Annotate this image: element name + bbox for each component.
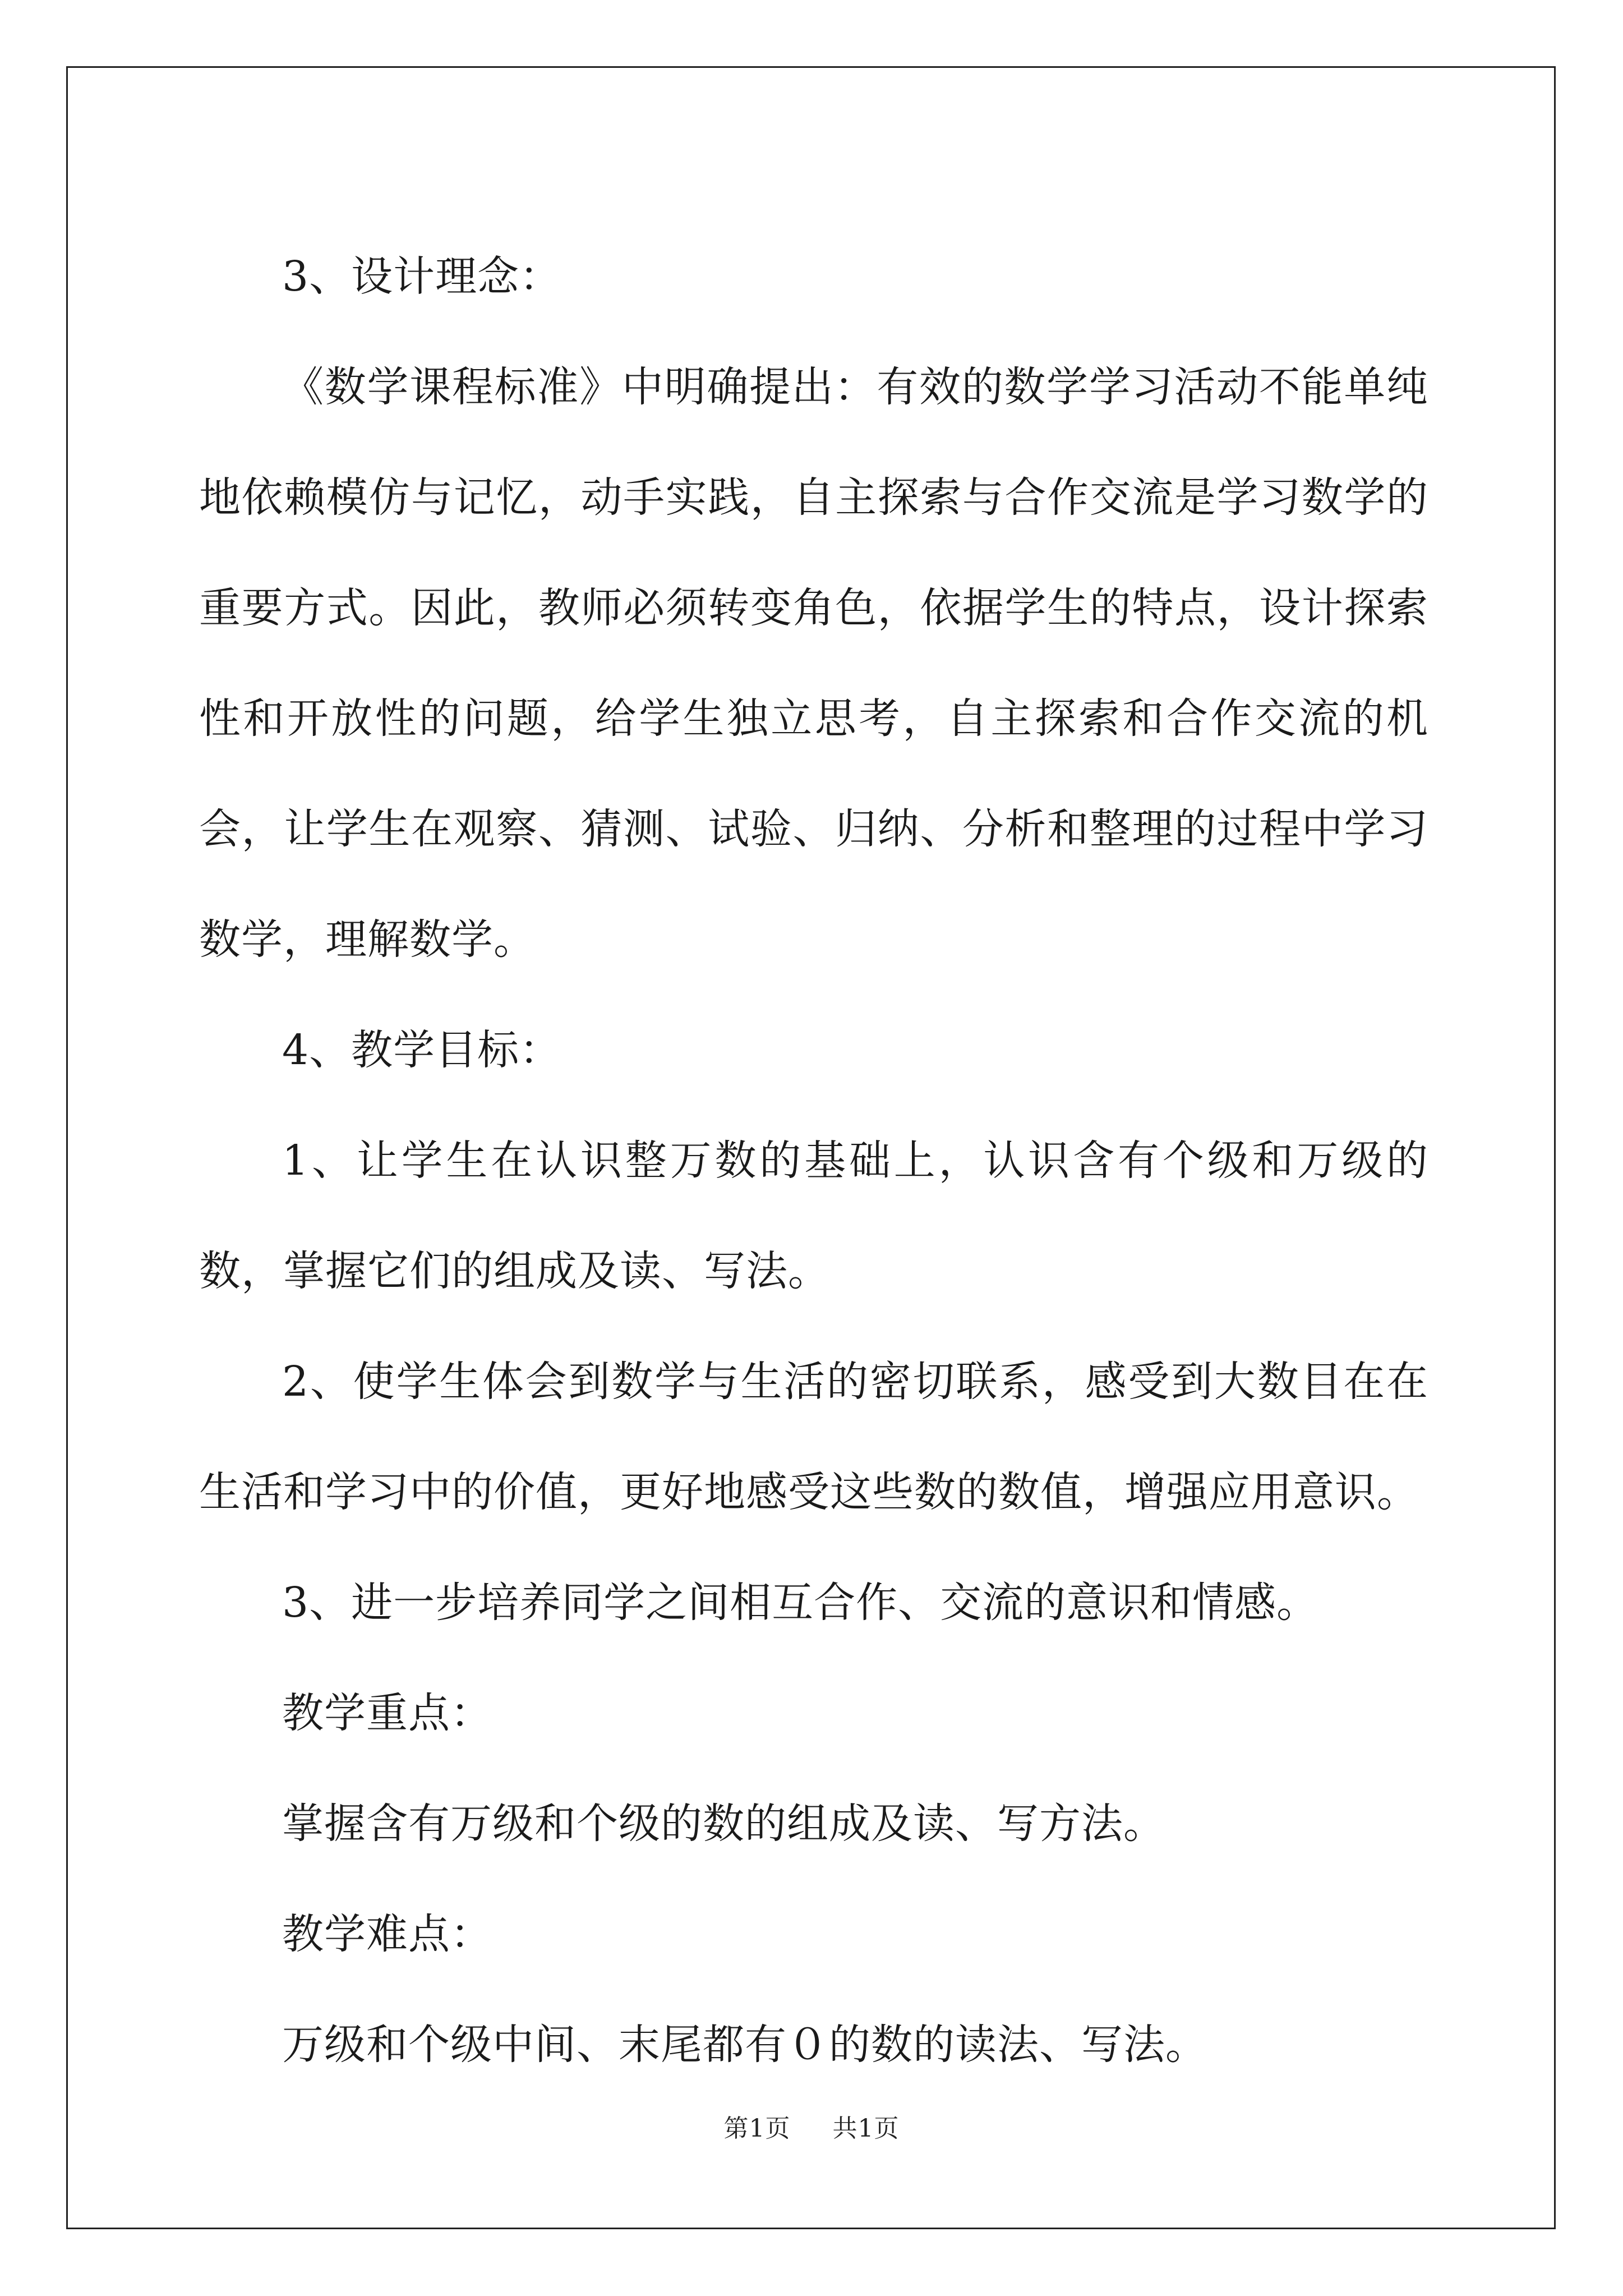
teaching-focus-text: 掌握含有万级和个级的数的组成及读、写方法。 <box>282 1800 1165 1848</box>
heading-design-concept: 3、设计理念： <box>282 252 562 301</box>
goal-item-1: 1、让学生在认识整万数的基础上，认识含有个级和万级的数，掌握它们的组成及读、写法。 <box>199 1137 1428 1295</box>
page-footer <box>0 2108 1623 2144</box>
page-number: 第1页 <box>723 2114 791 2143</box>
teaching-difficulty-text: 万级和个级中间、末尾都有０的数的读法、写法。 <box>282 2021 1207 2069</box>
document-body <box>199 222 1428 2100</box>
goal-item-3: 3、进一步培养同学之间相互合作、交流的意识和情感。 <box>282 1579 1319 1627</box>
goal-item-2: 2、使学生体会到数学与生活的密切联系，感受到大数目在在生活和学习中的价值，更好地感受这些数的数值，增强应用意识。 <box>199 1358 1428 1516</box>
heading-teaching-difficulty: 教学难点： <box>282 1910 492 1958</box>
heading-teaching-goals: 4、教学目标： <box>282 1026 562 1074</box>
paragraph-design-concept: 《数学课程标准》中明确提出：有效的数学学习活动不能单纯地依赖模仿与记忆，动手实践，自主探索与合作交流是学习数学的重要方式。因此，教师必须转变角色，依据学生的特点，设计探索性和开放性的问题，给学生独立思考，自主探索和合作交流的机会，让学生在观察、猜测、试验、归纳、分析和整理的过程中学习数学，理解数学。 <box>199 363 1428 964</box>
heading-teaching-focus: 教学重点： <box>282 1689 492 1737</box>
page-total: 共1页 <box>832 2114 900 2143</box>
